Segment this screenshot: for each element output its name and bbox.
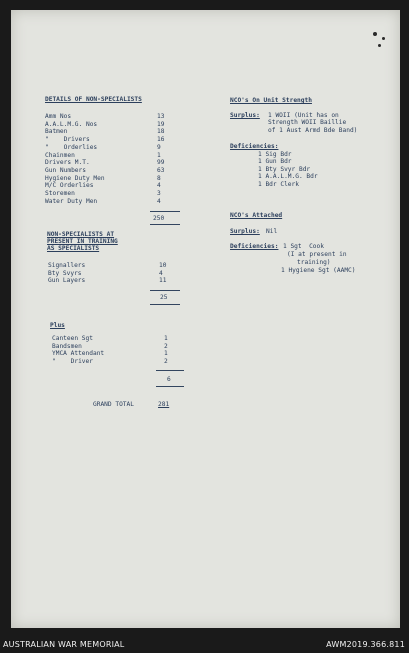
nco-attached-heading: NCO's Attached (230, 212, 283, 219)
subtotal-rule (150, 211, 180, 212)
row-value: 4 (159, 269, 163, 277)
row-value: 2 (164, 358, 168, 366)
training-heading-line: AS SPECIALISTS (47, 245, 100, 253)
deficiency-attached-line: (I at present in (287, 251, 347, 258)
row-value: 8 (157, 174, 161, 182)
archive-reference: AWM2019.366.811 (326, 640, 405, 649)
row-label: Chainmen (45, 151, 75, 159)
row-value: 19 (157, 120, 165, 128)
subtotal-rule (156, 370, 184, 371)
row-value: 2 (164, 342, 168, 350)
deficiency-attached-line: training) (297, 259, 331, 266)
subtotal-value: 250 (153, 215, 165, 222)
row-label: Drivers M.T. (45, 159, 90, 167)
deficiency-line: 1 Gun Bdr (258, 158, 292, 166)
row-label: Bty Svyrs (48, 269, 82, 277)
plus-heading: Plus (50, 322, 65, 329)
row-value: 11 (159, 277, 167, 285)
row-label: Batmen (45, 128, 68, 136)
row-label: " Driver (52, 358, 93, 366)
punch-hole (378, 44, 381, 47)
row-value: 18 (157, 128, 165, 136)
deficiency-line: 1 Bdr Clerk (258, 180, 299, 188)
punch-hole (382, 37, 385, 40)
subtotal-rule (156, 386, 184, 387)
row-label: Amm Nos (45, 113, 72, 120)
grand-total-value: 281 (158, 401, 170, 408)
surplus-line: of 1 Aust Armd Bde Band) (268, 126, 358, 134)
row-value: 4 (157, 197, 161, 205)
deficiency-line: 1 Sig Bdr (258, 151, 292, 158)
row-label: Signallers (48, 262, 86, 269)
deficiency-line: 1 A.A.L.M.G. Bdr (258, 173, 318, 181)
training-heading-line: PRESENT IN TRAINING (47, 238, 118, 246)
nco-strength-heading: NCO's On Unit Strength (230, 97, 312, 104)
row-label: " Drivers (45, 136, 90, 144)
subtotal-value: 25 (160, 294, 168, 301)
row-label: Storemen (45, 190, 75, 197)
row-value: 63 (157, 166, 165, 174)
deficiency-line: 1 Bty Svyr Bdr (258, 165, 311, 173)
surplus-attached-label: Surplus: (230, 228, 260, 235)
training-heading-line: NON-SPECIALISTS AT (47, 231, 115, 238)
row-label: Bandsmen (52, 342, 82, 350)
row-value: 13 (157, 113, 165, 120)
row-value: 16 (157, 136, 165, 144)
deficiencies-attached-label: Deficiencies: (230, 243, 279, 250)
row-label: " Orderlies (45, 143, 98, 151)
row-label: Gun Numbers (45, 166, 86, 174)
archive-name: AUSTRALIAN WAR MEMORIAL (3, 640, 125, 649)
row-label: A.A.L.M.G. Nos (45, 120, 98, 128)
row-label: Hygiene Duty Men (45, 174, 105, 182)
row-value: 10 (159, 262, 167, 269)
row-value: 3 (157, 190, 161, 197)
subtotal-rule (150, 290, 180, 291)
row-value: 1 (164, 350, 168, 358)
surplus-line: 1 WOII (Unit has on (268, 112, 339, 119)
row-value: 1 (164, 335, 168, 342)
deficiencies-label: Deficiencies: (230, 143, 279, 150)
row-label: M/C Orderlies (45, 182, 94, 190)
subtotal-value: 6 (167, 376, 171, 383)
row-label: Canteen Sgt (52, 335, 93, 342)
archive-footer (0, 636, 409, 653)
punch-hole (373, 32, 377, 36)
surplus-label: Surplus: (230, 112, 260, 119)
deficiency-attached-line: 1 Sgt Cook (283, 243, 324, 250)
row-value: 1 (157, 151, 161, 159)
row-value: 9 (157, 143, 161, 151)
deficiency-attached-line: 1 Hygiene Sgt (AAMC) (281, 267, 356, 274)
row-value: 4 (157, 182, 161, 190)
row-label: Water Duty Men (45, 197, 98, 205)
surplus-line: Strength WOII Baillie (268, 119, 347, 127)
row-value: 99 (157, 159, 165, 167)
non-specialists-heading: DETAILS OF NON-SPECIALISTS (45, 96, 142, 103)
surplus-attached-value: Nil (266, 228, 278, 235)
row-label: Gun Layers (48, 277, 86, 285)
grand-total-label: GRAND TOTAL (93, 401, 134, 408)
subtotal-rule (150, 304, 180, 305)
row-label: YMCA Attendant (52, 350, 105, 358)
subtotal-rule (150, 224, 180, 225)
